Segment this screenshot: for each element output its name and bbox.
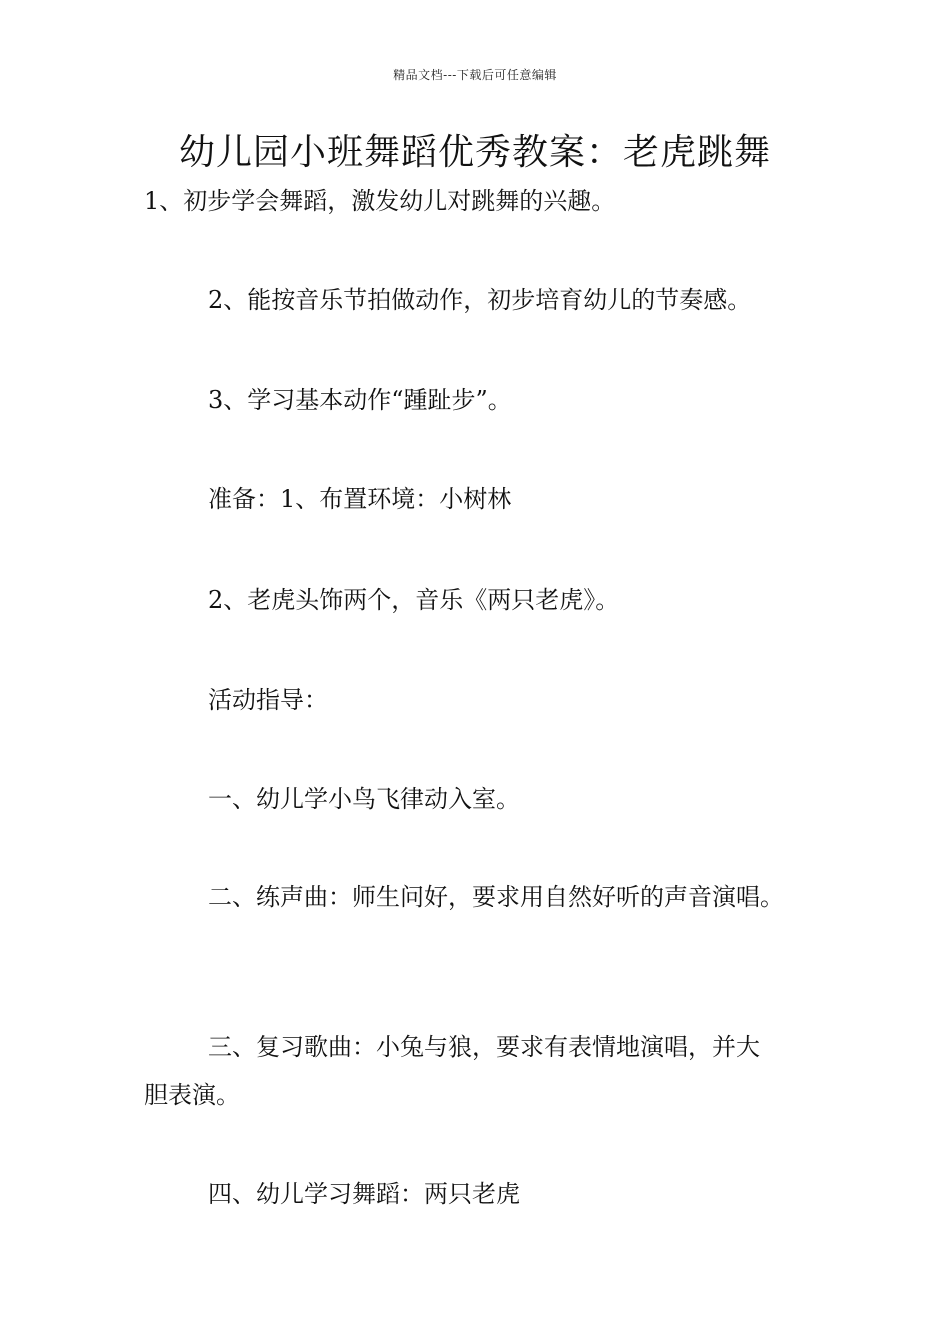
paragraph-preparation-2: 2、老虎头饰两个，音乐《两只老虎》。 <box>208 586 620 614</box>
document-title: 幼儿园小班舞蹈优秀教案：老虎跳舞 <box>178 132 771 173</box>
paragraph-step-2: 二、练声曲：师生问好，要求用自然好听的声音演唱。 <box>208 883 784 911</box>
paragraph-step-3-line-1: 三、复习歌曲：小兔与狼，要求有表情地演唱，并大 <box>208 1033 760 1061</box>
paragraph-goal-3: 3、学习基本动作“踵趾步”。 <box>208 386 512 414</box>
paragraph-step-4: 四、幼儿学习舞蹈：两只老虎 <box>208 1180 520 1208</box>
paragraph-step-3-line-2: 胆表演。 <box>144 1081 240 1109</box>
paragraph-activity-heading: 活动指导： <box>208 686 328 714</box>
paragraph-step-1: 一、幼儿学小鸟飞律动入室。 <box>208 785 520 813</box>
paragraph-preparation-1: 准备：1、布置环境：小树林 <box>208 485 512 513</box>
header-note: 精品文档---下载后可任意编辑 <box>393 68 557 82</box>
paragraph-goal-2: 2、能按音乐节拍做动作，初步培育幼儿的节奏感。 <box>208 286 752 314</box>
paragraph-goal-1: 1、初步学会舞蹈，激发幼儿对跳舞的兴趣。 <box>144 187 616 215</box>
